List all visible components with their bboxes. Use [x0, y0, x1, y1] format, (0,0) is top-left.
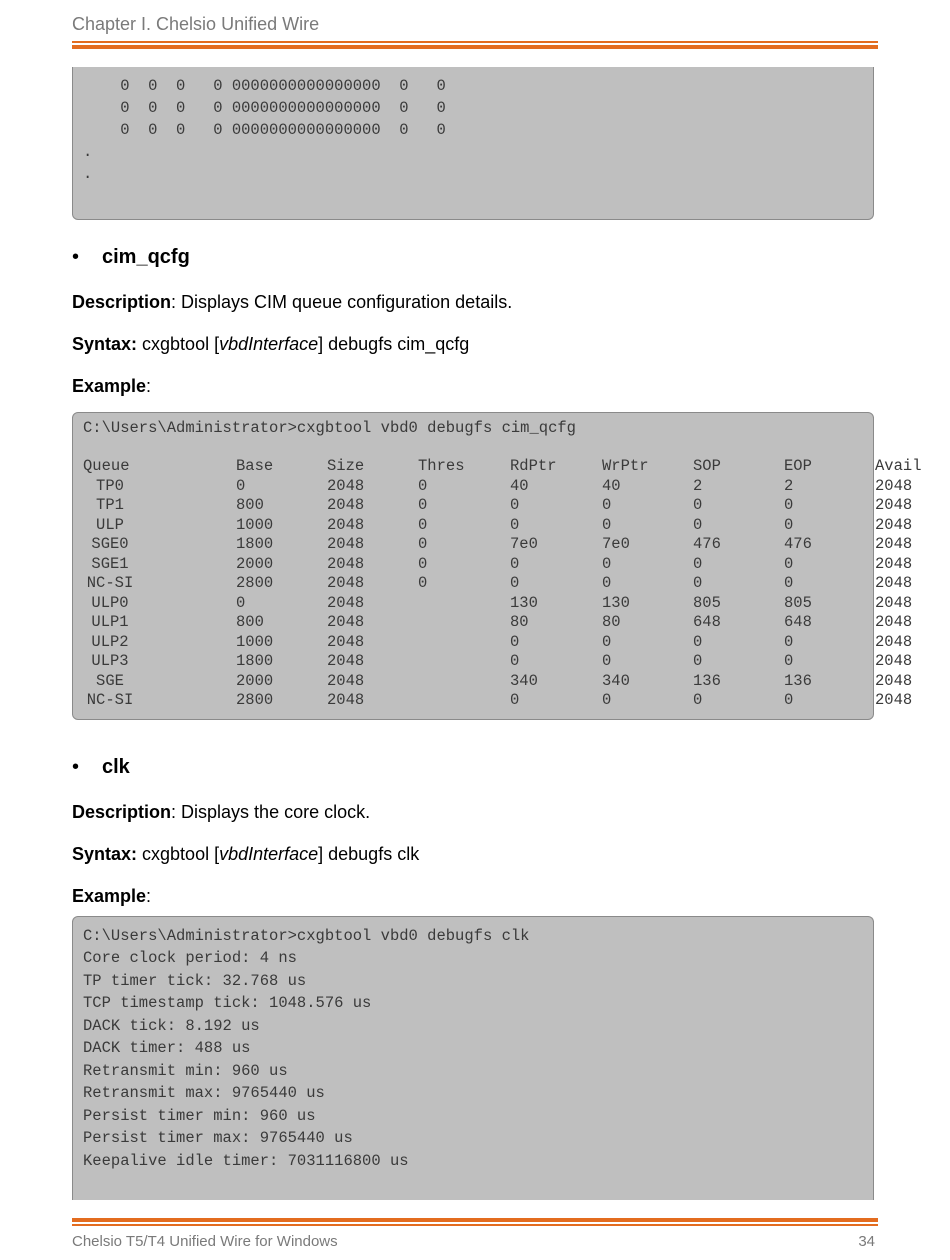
example-label-cim-qcfg — [72, 376, 151, 397]
syntax-text: ] debugfs clk — [318, 844, 420, 864]
code-line: TCP timestamp tick: 1048.576 us — [83, 994, 372, 1012]
code-line: DACK tick: 8.192 us — [83, 1017, 260, 1035]
code-line: 0 0 0 0 0000000000000000 0 0 — [83, 99, 446, 117]
syntax-clk — [72, 844, 419, 865]
code-command: C:\Users\Administrator>cxgbtool vbd0 debugfs cim_qcfg — [83, 419, 576, 437]
table-cell: TP0 — [96, 476, 124, 495]
example-label-clk — [72, 886, 151, 907]
code-line: Keepalive idle timer: 7031116800 us — [83, 1152, 409, 1170]
bullet-icon: • — [72, 756, 80, 778]
table-cell: ULP3 — [91, 652, 129, 670]
code-line: Persist timer max: 9765440 us — [83, 1129, 353, 1147]
code-line: C:\Users\Administrator>cxgbtool vbd0 debugfs clk — [83, 927, 530, 945]
description-text: : Displays the core clock. — [171, 802, 371, 822]
footer-doc-title: Chelsio T5/T4 Unified Wire for Windows — [72, 1233, 338, 1250]
syntax-cim-qcfg — [72, 334, 469, 355]
syntax-text: ] debugfs cim_qcfg — [318, 334, 470, 354]
syntax-label: Syntax: — [72, 334, 138, 354]
footer-rule-top — [72, 1218, 878, 1222]
table-cell: SGE — [96, 671, 124, 690]
code-line: Retransmit max: 9765440 us — [83, 1084, 325, 1102]
cim-qcfg-code-block: C:\Users\Administrator>cxgbtool vbd0 debugfs cim_qcfg Queue Base Size Thres RdPtr WrPtr SOP EOP Avail TP0 0 2048 0 40 40 2 2 2048 TP1 800 2048 0 0 0 0 0 2048 ULP 1000 2048 0 0 0 0 0 2048 SGE0 1800 2048 0 7e0 7e0 476 476 2048 SGE1 2000 2048 0 0 0 0 0 2048 NC-SI 2800 2048 0 0 0 0 0 2048 ULP0 0 2048 130 130 805 805 2048 ULP1 800 2048 80 80 648 648 2048 ULP2 1000 2048 0 0 0 0 2048 ULP3 1800 2048 0 0 0 0 2048 SGE 2000 2048 340 340 136 136 2048 NC-SI 2800 2048 0 0 0 0 2048 — [72, 412, 874, 720]
syntax-text: cxgbtool [ — [137, 844, 220, 864]
page-number: 34 — [858, 1233, 875, 1250]
example-label: Example — [72, 886, 147, 906]
header-rule-bottom — [72, 45, 878, 49]
table-cell: NC-SI — [86, 691, 134, 709]
code-line: . — [83, 143, 93, 161]
code-line: Persist timer min: 960 us — [83, 1107, 316, 1125]
footer-rule-bottom — [72, 1224, 878, 1226]
table-cell: ULP1 — [91, 613, 129, 631]
header-rule-top — [72, 41, 878, 43]
clk-code-block — [72, 916, 874, 1200]
chapter-header: Chapter I. Chelsio Unified Wire — [72, 14, 320, 34]
top-code-block — [72, 67, 874, 220]
code-line: Retransmit min: 960 us — [83, 1062, 288, 1080]
description-clk — [72, 802, 370, 823]
code-line: 0 0 0 0 0000000000000000 0 0 — [83, 77, 446, 95]
syntax-text: cxgbtool [ — [137, 334, 220, 354]
section-heading-text: clk — [102, 756, 130, 778]
table-cell: ULP0 — [91, 593, 129, 612]
syntax-param: vbdInterface — [219, 334, 319, 354]
bullet-icon: • — [72, 246, 80, 268]
code-line: Core clock period: 4 ns — [83, 949, 297, 967]
table-cell: NC-SI — [86, 574, 134, 592]
description-label: Description — [72, 292, 172, 312]
description-text: : Displays CIM queue configuration details. — [171, 292, 513, 312]
code-line: TP timer tick: 32.768 us — [83, 972, 307, 990]
example-colon: : — [146, 886, 152, 906]
code-line: DACK timer: 488 us — [83, 1039, 251, 1057]
table-cell: SGE1 — [91, 554, 129, 573]
description-label: Description — [72, 802, 172, 822]
code-line: . — [83, 165, 93, 183]
table-cell: SGE0 — [91, 535, 129, 553]
table-cell: TP1 — [96, 496, 124, 514]
table-cell: ULP — [96, 515, 124, 534]
syntax-label: Syntax: — [72, 844, 138, 864]
table-cell: ULP2 — [91, 632, 129, 651]
example-colon: : — [146, 376, 152, 396]
table-header-cell: Queue — [83, 457, 130, 475]
code-line: 0 0 0 0 0000000000000000 0 0 — [83, 121, 446, 139]
syntax-param: vbdInterface — [219, 844, 319, 864]
description-cim-qcfg — [72, 292, 512, 313]
section-heading-text: cim_qcfg — [102, 246, 190, 268]
example-label: Example — [72, 376, 147, 396]
